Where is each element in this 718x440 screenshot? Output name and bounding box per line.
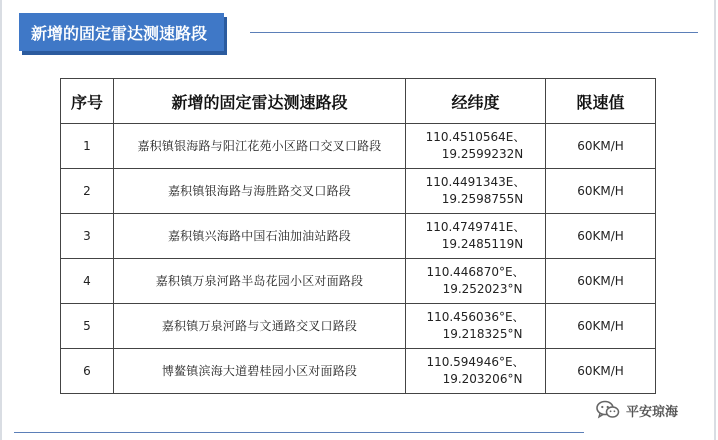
speed-limit: 60KM/H: [546, 214, 656, 259]
longitude: 110.456036°E、: [426, 310, 525, 324]
longitude: 110.4491343E、: [425, 175, 526, 189]
header-number: 序号: [61, 79, 114, 124]
latitude: 19.203206°N: [442, 372, 523, 386]
watermark-text: 平安琼海: [626, 404, 679, 420]
row-number: 2: [61, 169, 114, 214]
latitude: 19.2598755N: [441, 192, 524, 206]
road-section: 嘉积镇银海路与海胜路交叉口路段: [114, 169, 406, 214]
speed-limit: 60KM/H: [546, 349, 656, 394]
coordinates: [406, 124, 546, 169]
table-row: [61, 124, 656, 169]
longitude: 110.594946°E、: [426, 355, 525, 369]
coordinates: [406, 304, 546, 349]
section-heading: [19, 13, 224, 51]
latitude: 19.252023°N: [442, 282, 523, 296]
coordinates: [406, 259, 546, 304]
account-watermark: [596, 398, 678, 422]
frame-border-left: [0, 0, 2, 440]
latitude: 19.218325°N: [442, 327, 523, 341]
longitude: 110.446870°E、: [426, 265, 525, 279]
speed-limit: 60KM/H: [546, 124, 656, 169]
coordinates: [406, 169, 546, 214]
table-row: [61, 304, 656, 349]
header-coordinates: 经纬度: [406, 79, 546, 124]
frame-border-right: [714, 0, 716, 440]
speed-limit: 60KM/H: [546, 304, 656, 349]
speed-limit: 60KM/H: [546, 259, 656, 304]
row-number: 3: [61, 214, 114, 259]
header-road-section: 新增的固定雷达测速路段: [114, 79, 406, 124]
table-row: [61, 214, 656, 259]
road-section: 嘉积镇兴海路中国石油加油站路段: [114, 214, 406, 259]
table-header-row: [61, 79, 656, 124]
table-row: [61, 259, 656, 304]
row-number: 6: [61, 349, 114, 394]
latitude: 19.2599232N: [441, 147, 524, 161]
row-number: 1: [61, 124, 114, 169]
table-row: [61, 349, 656, 394]
radar-section-table: [60, 78, 656, 394]
wechat-icon: [596, 400, 620, 420]
longitude: 110.4510564E、: [425, 130, 526, 144]
speed-limit: 60KM/H: [546, 169, 656, 214]
road-section: 嘉积镇万泉河路半岛花园小区对面路段: [114, 259, 406, 304]
row-number: 4: [61, 259, 114, 304]
road-section: 嘉积镇万泉河路与文通路交叉口路段: [114, 304, 406, 349]
footer-divider: [14, 432, 584, 433]
coordinates: [406, 349, 546, 394]
latitude: 19.2485119N: [441, 237, 524, 251]
header-speed-limit: 限速值: [546, 79, 656, 124]
row-number: 5: [61, 304, 114, 349]
heading-divider: [250, 32, 698, 33]
road-section: 嘉积镇银海路与阳江花苑小区路口交叉口路段: [114, 124, 406, 169]
road-section: 博鳌镇滨海大道碧桂园小区对面路段: [114, 349, 406, 394]
longitude: 110.4749741E、: [425, 220, 526, 234]
table-row: [61, 169, 656, 214]
coordinates: [406, 214, 546, 259]
section-heading-text: 新增的固定雷达测速路段: [31, 23, 208, 43]
